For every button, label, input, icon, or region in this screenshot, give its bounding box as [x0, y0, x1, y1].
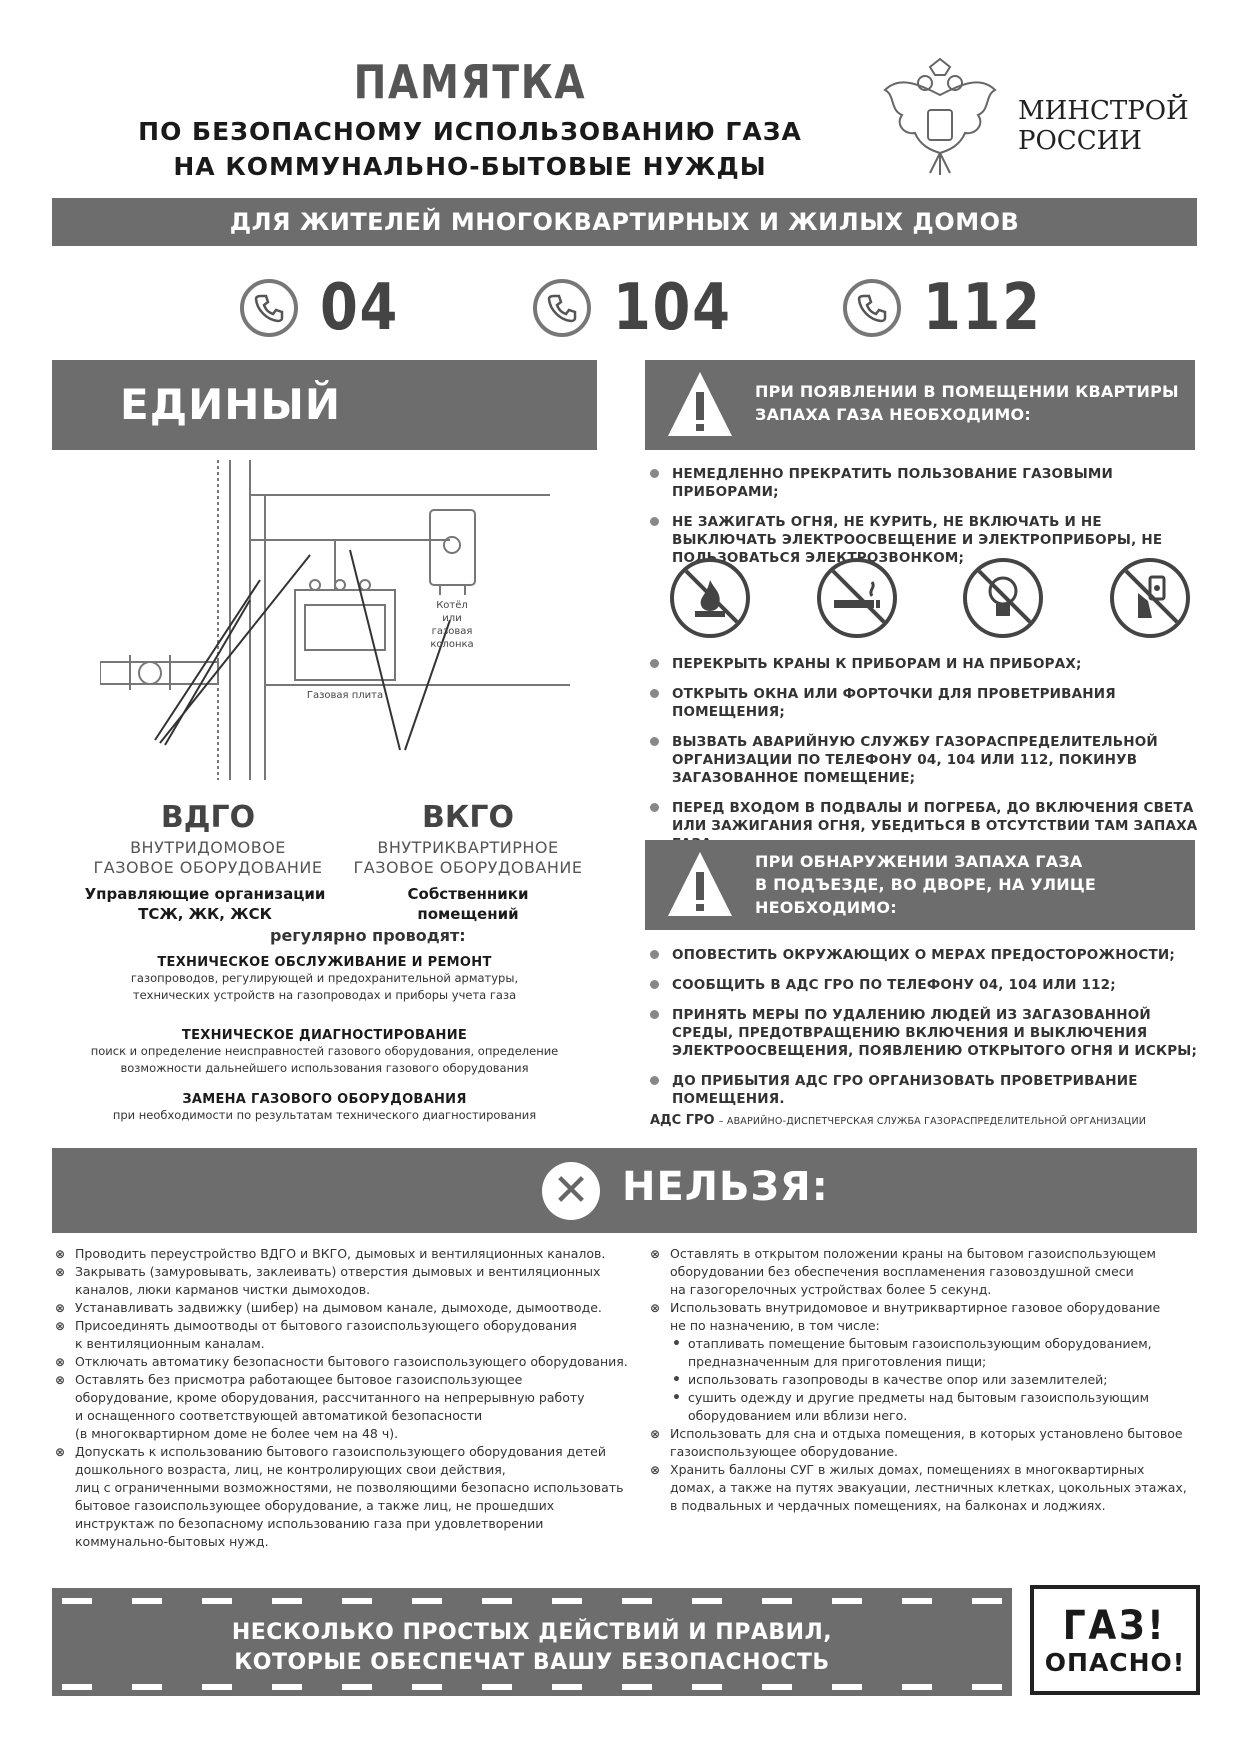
no-doorbell-icon: [1110, 558, 1190, 638]
list-item: НЕ ЗАЖИГАТЬ ОГНЯ, НЕ КУРИТЬ, НЕ ВКЛЮЧАТЬ И НЕ ВЫКЛЮЧАТЬ ЭЛЕКТРООСВЕЩЕНИЕ И ЭЛЕКТРОПРИБОРЫ, НЕ ПОЛЬЗОВАТЬСЯ ЭЛЕКТРОЗВОНКОМ;: [650, 513, 1200, 567]
forbidden-item: дошкольного возраста, лиц, не контролирующих свои действия,: [75, 1462, 506, 1477]
forbidden-item: ⊗ Присоединять дымоотводы от бытового газоиспользующего оборудования: [55, 1317, 645, 1335]
forbidden-list-right: [650, 1245, 1205, 1515]
phone-104: [533, 268, 753, 348]
forbidden-item: коммунально-бытовых нужд.: [75, 1534, 269, 1549]
warning-icon: [665, 848, 735, 920]
footer-line1: НЕСКОЛЬКО ПРОСТЫХ ДЕЙСТВИЙ И ПРАВИЛ,: [231, 1620, 833, 1645]
vkgo-line2: ГАЗОВОЕ ОБОРУДОВАНИЕ: [353, 858, 583, 877]
phone-number: 04: [320, 271, 400, 345]
forbidden-item: на газогорелочных устройствах более 5 секунд.: [670, 1282, 992, 1297]
forbidden-item: ⊗ Использовать внутридомовое и внутриквартирное газовое оборудование: [650, 1299, 1205, 1317]
forbidden-item: каналов, люки карманов чистки дымоходов.: [75, 1282, 371, 1297]
apartment-warning-heading: [645, 360, 1195, 450]
forbidden-item: (в многоквартирном доме не более чем на 48 ч).: [75, 1426, 399, 1441]
list-item: НЕМЕДЛЕННО ПРЕКРАТИТЬ ПОЛЬЗОВАНИЕ ГАЗОВЫМИ ПРИБОРАМИ;: [650, 465, 1200, 501]
footer-banner: [52, 1588, 1012, 1696]
ads-gro-note: [650, 1113, 1146, 1128]
outdoor-warning-line1: ПРИ ОБНАРУЖЕНИИ ЗАПАХА ГАЗА: [755, 852, 1083, 871]
gas-equipment-diagram: [100, 460, 570, 780]
list-item: ПЕРЕД ВХОДОМ В ПОДВАЛЫ И ПОГРЕБА, ДО ВКЛЮЧЕНИЯ СВЕТА ИЛИ ЗАЖИГАНИЯ ОГНЯ, УБЕДИТЬСЯ В ОТСУТСТВИИ ТАМ ЗАПАХА: [650, 799, 1200, 853]
service-line2: технических устройств на газопроводах и приборы учета газа: [132, 988, 517, 1002]
list-item: ВЫЗВАТЬ АВАРИЙНУЮ СЛУЖБУ ГАЗОРАСПРЕДЕЛИТЕЛЬНОЙ ОРГАНИЗАЦИИ ПО ТЕЛЕФОНУ 04, 104 ИЛИ 112, ПОКИНУВ ЗАГАЗОВАННОЕ ПОМЕЩЕНИЕ;: [650, 733, 1200, 787]
service-title: ЗАМЕНА ГАЗОВОГО ОБОРУДОВАНИЯ: [182, 1092, 467, 1107]
outdoor-warning-heading: [645, 840, 1195, 930]
service-title: ТЕХНИЧЕСКОЕ ОБСЛУЖИВАНИЕ И РЕМОНТ: [157, 955, 492, 970]
forbidden-list-left: [55, 1245, 645, 1551]
phone-icon: [843, 279, 901, 337]
contract-heading: ЕДИНЫЙ ДОГОВОР: [52, 360, 597, 450]
footer-line2: КОТОРЫЕ ОБЕСПЕЧАТ ВАШУ БЕЗОПАСНОСТЬ: [234, 1650, 830, 1675]
forbidden-item: ⊗ Хранить баллоны СУГ в жилых домах, помещениях в многоквартирных: [650, 1461, 1205, 1479]
service-line1: поиск и определение неисправностей газового оборудования, определение: [90, 1044, 559, 1058]
danger-line2: ОПАСНО!: [1044, 1647, 1186, 1677]
road-dashes: [62, 1684, 1002, 1690]
forbidden-item: ⊗ Оставлять в открытом положении краны на бытовом газоиспользующем: [650, 1245, 1205, 1263]
apartment-actions-list-2: [650, 655, 1200, 865]
service-line1: при необходимости по результатам технического диагностирования: [112, 1108, 537, 1122]
phone-icon: [240, 279, 298, 337]
page-title: ПАМЯТКА: [353, 55, 587, 109]
forbidden-item: оборудовании без обеспечения воспламенения газовоздушной смеси: [670, 1264, 1134, 1279]
forbidden-heading: [52, 1148, 1197, 1233]
service-replacement: [52, 1092, 597, 1124]
cross-icon: ✕: [542, 1162, 600, 1220]
page-subtitle-line1: ПО БЕЗОПАСНОМУ ИСПОЛЬЗОВАНИЮ ГАЗА: [138, 117, 802, 146]
diagram-boiler-label-3: газовая: [431, 626, 473, 637]
ministry-logo-text: [1018, 96, 1189, 156]
diagram-boiler-label-1: Котёл: [436, 600, 468, 611]
forbidden-title: НЕЛЬЗЯ:: [622, 1164, 829, 1210]
ads-gro-abbr: АДС ГРО: [650, 1113, 715, 1128]
vdgo-line1: ВНУТРИДОМОВОЕ: [130, 838, 286, 857]
no-smoking-icon: [817, 558, 897, 638]
residents-banner: ДЛЯ ЖИТЕЛЕЙ МНОГОКВАРТИРНЫХ И ЖИЛЫХ ДОМОВ: [52, 198, 1197, 246]
service-maintenance: [52, 955, 597, 1004]
apartment-warning-line2: ЗАПАХА ГАЗА НЕОБХОДИМО:: [755, 405, 1031, 424]
service-diagnostics: [52, 1028, 597, 1077]
forbidden-item: оборудованием или вблизи него.: [688, 1408, 908, 1423]
vdgo-abbr: ВДГО: [160, 800, 256, 835]
forbidden-item: ⊗ Оставлять без присмотра работающее бытовое газоиспользующее: [55, 1371, 645, 1389]
vkgo-resp2: помещений: [417, 905, 519, 923]
phone-number: 112: [923, 271, 1042, 345]
phone-112: [843, 268, 1063, 348]
outdoor-warning-line3: НЕОБХОДИМО:: [755, 898, 897, 917]
list-item: ОПОВЕСТИТЬ ОКРУЖАЮЩИХ О МЕРАХ ПРЕДОСТОРОЖНОСТИ;: [650, 946, 1200, 964]
forbidden-item: в подвальных и чердачных помещениях, на балконах и лоджиях.: [670, 1498, 1106, 1513]
forbidden-item: ⊗ Закрывать (замуровывать, заклеивать) отверстия дымовых и вентиляционных: [55, 1263, 645, 1281]
forbidden-item: оборудование, кроме оборудования, рассчитанного на непрерывную работу: [75, 1390, 585, 1405]
forbidden-item: • сушить одежду и другие предметы над бытовым газоиспользующим: [650, 1389, 1205, 1407]
outdoor-warning-line2: В ПОДЪЕЗДЕ, ВО ДВОРЕ, НА УЛИЦЕ: [755, 875, 1097, 894]
diagram-boiler-label-2: или: [442, 613, 462, 624]
forbidden-item: ⊗ Использовать для сна и отдыха помещения, в которых установлено бытовое: [650, 1425, 1205, 1443]
list-item: ДО ПРИБЫТИЯ АДС ГРО ОРГАНИЗОВАТЬ ПРОВЕТРИВАНИЕ ПОМЕЩЕНИЯ.: [650, 1072, 1200, 1108]
list-item: СООБЩИТЬ В АДС ГРО ПО ТЕЛЕФОНУ 04, 104 ИЛИ 112;: [650, 976, 1200, 994]
service-line1: газопроводов, регулирующей и предохранительной арматуры,: [130, 971, 519, 985]
ads-gro-definition: – АВАРИЙНО-ДИСПЕТЧЕРСКАЯ СЛУЖБА ГАЗОРАСПРЕДЕЛИТЕЛЬНОЙ ОРГАНИЗАЦИИ: [718, 1116, 1147, 1127]
prohibition-icons-row: [670, 558, 1190, 638]
forbidden-item: • отапливать помещение бытовым газоиспользующим оборудованием,: [650, 1335, 1205, 1353]
vkgo-abbr: ВКГО: [421, 800, 514, 835]
list-item: ПРИНЯТЬ МЕРЫ ПО УДАЛЕНИЮ ЛЮДЕЙ ИЗ ЗАГАЗОВАННОЙ СРЕДЫ, ПРЕДОТВРАЩЕНИЮ ВКЛЮЧЕНИЯ И ВЫКЛЮЧЕНИЯ ЭЛЕКТРООСВЕЩЕНИЯ, ПОЯВЛЕНИЮ ОТКРЫТОГО ОГНЯ И ИСКРЫ;: [650, 1006, 1200, 1060]
gas-danger-sign: [1030, 1585, 1200, 1695]
forbidden-item: не по назначению, в том числе:: [670, 1318, 880, 1333]
forbidden-item: ⊗ Отключать автоматику безопасности бытового газоиспользующего оборудования.: [55, 1353, 645, 1371]
no-fire-icon: [670, 558, 750, 638]
forbidden-item: ⊗ Допускать к использованию бытового газоиспользующего оборудования детей: [55, 1443, 645, 1461]
vdgo-resp2: ТСЖ, ЖК, ЖСК: [138, 905, 272, 923]
phone-icon: [533, 279, 591, 337]
forbidden-item: газоиспользующее оборудование.: [670, 1444, 899, 1459]
vdgo-resp1: Управляющие организации: [84, 885, 326, 903]
forbidden-item: предназначенным для приготовления пищи;: [688, 1354, 987, 1369]
forbidden-item: к вентиляционным каналам.: [75, 1336, 265, 1351]
list-item: ОТКРЫТЬ ОКНА ИЛИ ФОРТОЧКИ ДЛЯ ПРОВЕТРИВАНИЯ ПОМЕЩЕНИЯ;: [650, 685, 1200, 721]
vkgo-line1: ВНУТРИКВАРТИРНОЕ: [377, 838, 559, 857]
list-item: ПЕРЕКРЫТЬ КРАНЫ К ПРИБОРАМ И НА ПРИБОРАХ;: [650, 655, 1200, 673]
forbidden-item: бытовое газоиспользующее оборудование, а также лиц, не прошедших: [75, 1498, 555, 1513]
outdoor-actions-list: [650, 946, 1200, 1120]
forbidden-item: лиц с ограниченными возможностями, не позволяющими безопасно использовать: [75, 1480, 624, 1495]
diagram-boiler-label-4: колонка: [430, 639, 474, 650]
forbidden-item: ⊗ Устанавливать задвижку (шибер) на дымовом канале, дымоходе, дымоотводе.: [55, 1299, 645, 1317]
danger-line1: ГАЗ!: [1063, 1602, 1167, 1649]
service-line2: возможности дальнейшего использования газового оборудования: [120, 1061, 529, 1075]
forbidden-item: ⊗ Проводить переустройство ВДГО и ВКГО, дымовых и вентиляционных каналов.: [55, 1245, 645, 1263]
forbidden-item: и оснащенного соответствующей автоматикой безопасности: [75, 1408, 483, 1423]
forbidden-item: инструктаж по безопасному использованию газа при удовлетворении: [75, 1516, 544, 1531]
ministry-line2: РОССИИ: [1018, 126, 1142, 156]
warning-icon: [665, 368, 735, 440]
vkgo-resp1: Собственники: [407, 885, 529, 903]
ministry-line1: МИНСТРОЙ: [1018, 96, 1189, 126]
service-title: ТЕХНИЧЕСКОЕ ДИАГНОСТИРОВАНИЕ: [181, 1028, 468, 1043]
coat-of-arms-icon: [880, 55, 1000, 180]
road-dashes: [62, 1598, 1002, 1604]
diagram-stove-label: Газовая плита: [306, 690, 384, 701]
forbidden-item: домах, а также на путях эвакуации, лестничных клетках, цокольных этажах,: [670, 1480, 1187, 1495]
phone-number: 104: [613, 271, 732, 345]
no-light-icon: [963, 558, 1043, 638]
vdgo-line2: ГАЗОВОЕ ОБОРУДОВАНИЕ: [93, 858, 323, 877]
apartment-warning-line1: ПРИ ПОЯВЛЕНИИ В ПОМЕЩЕНИИ КВАРТИРЫ: [755, 382, 1179, 401]
regularly-label: регулярно проводят:: [270, 926, 466, 945]
phone-04: [240, 268, 413, 348]
page-subtitle-line2: НА КОММУНАЛЬНО-БЫТОВЫЕ НУЖДЫ: [173, 152, 767, 181]
forbidden-item: • использовать газопроводы в качестве опор или заземлителей;: [650, 1371, 1205, 1389]
